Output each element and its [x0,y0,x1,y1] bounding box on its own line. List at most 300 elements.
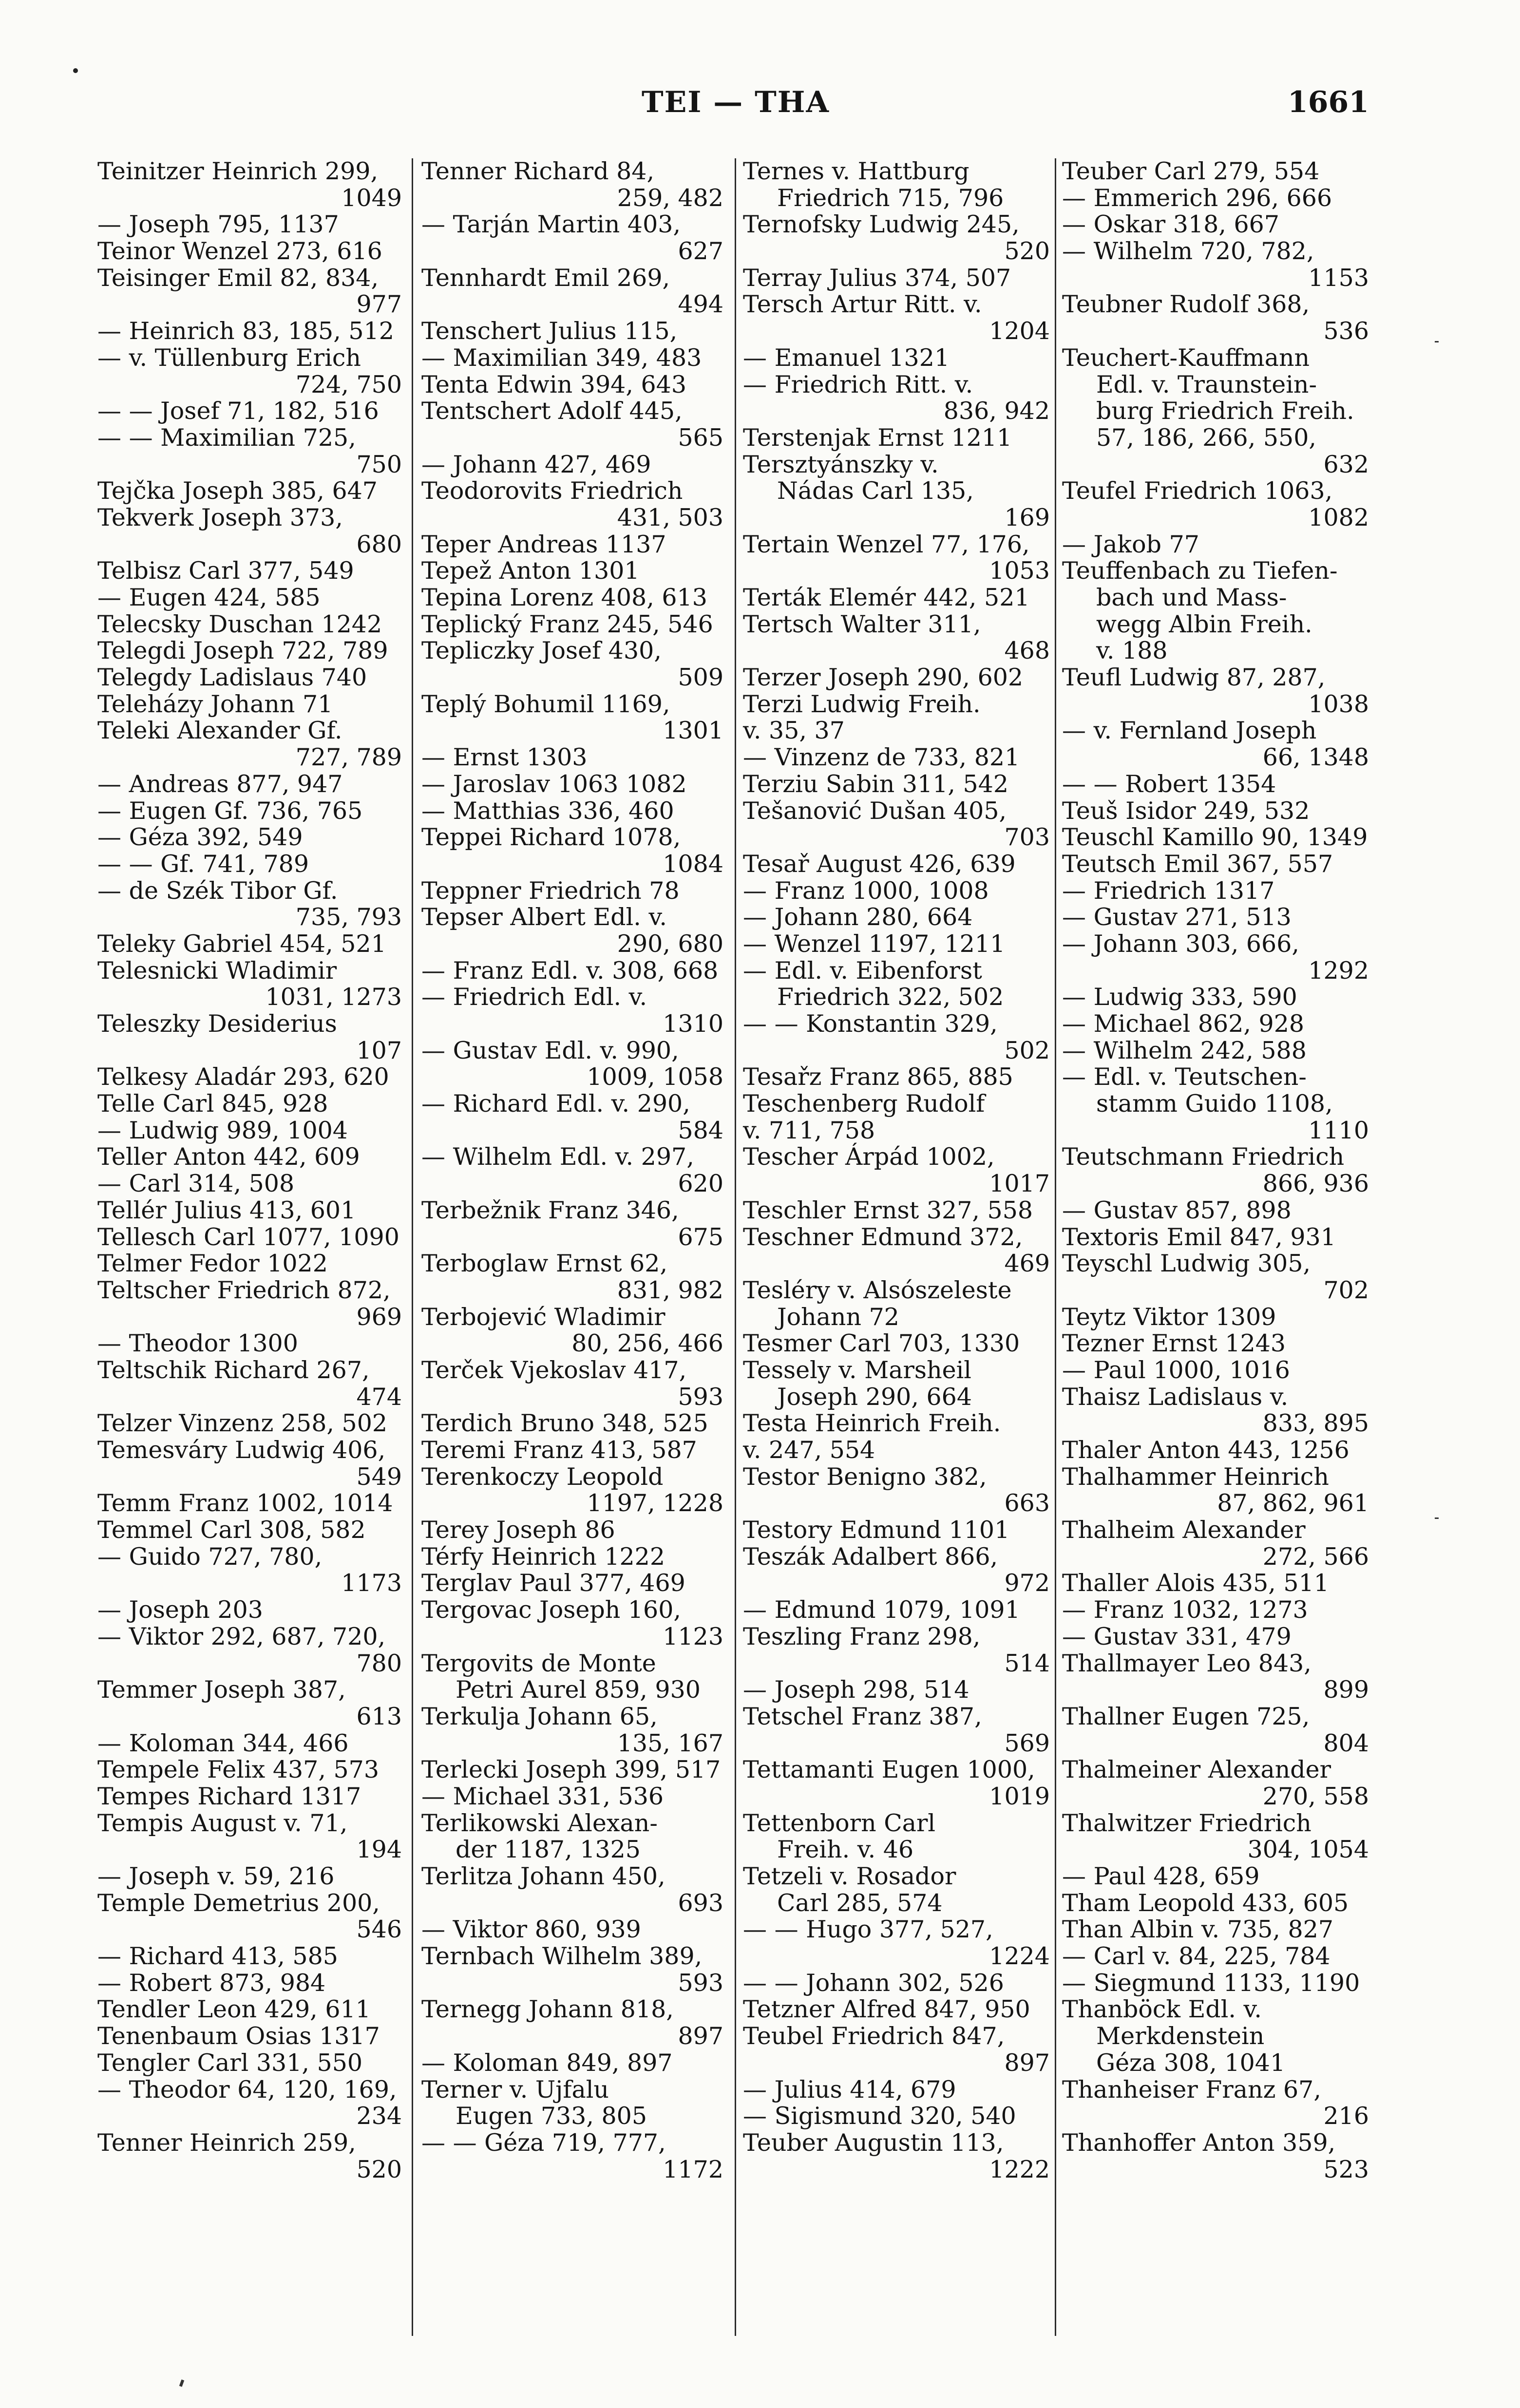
column-rule [1055,158,1056,2336]
index-entry: 304, 1054 [1247,1836,1369,1864]
index-entry: Teleky Gabriel 454, 521 [97,929,386,958]
index-entry: Teppei Richard 1078, [421,823,681,852]
index-entry: 627 [678,237,723,265]
index-entry: — de Szék Tibor Gf. [97,876,338,905]
index-entry: — Matthias 336, 460 [421,796,674,825]
index-entry: 1082 [1308,503,1369,531]
index-entry: — Julius 414, 679 [743,2075,956,2104]
index-entry: v. 35, 37 [743,717,845,745]
index-entry: Teplý Bohumil 1169, [421,690,670,718]
index-column-1 [97,158,402,2183]
index-entry: Teytz Viktor 1309 [1062,1303,1276,1331]
index-entry: — Franz 1032, 1273 [1062,1596,1308,1624]
index-entry: — Joseph 298, 514 [743,1676,969,1704]
index-entry: Telbisz Carl 377, 549 [97,557,354,585]
index-entry: Tempes Richard 1317 [97,1782,361,1810]
index-entry: — Viktor 292, 687, 720, [97,1622,386,1650]
index-entry: Tenner Heinrich 259, [97,2128,356,2157]
index-entry: 107 [356,1036,402,1064]
index-entry: — Theodor 1300 [97,1329,298,1358]
index-entry: Teinor Wenzel 273, 616 [97,237,382,265]
index-entry: 80, 256, 466 [571,1329,723,1358]
index-entry: Telecsky Duschan 1242 [97,610,382,638]
index-entry: — Joseph v. 59, 216 [97,1862,335,1890]
index-entry: 569 [1004,1729,1050,1757]
index-entry: Ternofsky Ludwig 245, [743,210,1020,239]
index-entry: v. 711, 758 [743,1116,875,1144]
index-entry: Tellesch Carl 1077, 1090 [97,1223,399,1251]
index-entry: 675 [678,1223,723,1251]
index-entry: Telkesy Aladár 293, 620 [97,1063,389,1091]
index-entry: Than Albin v. 735, 827 [1062,1915,1334,1944]
index-entry: Testa Heinrich Freih. [743,1409,1001,1438]
index-entry: Terták Elemér 442, 521 [743,584,1030,611]
index-entry: Tersch Artur Ritt. v. [743,290,982,319]
index-entry: — Richard Edl. v. 290, [421,1090,690,1118]
index-entry: burg Friedrich Freih. [1096,397,1354,425]
index-entry: — Johann 280, 664 [743,903,973,931]
index-entry: Teyschl Ludwig 305, [1062,1250,1311,1278]
page-number: 1661 [1288,85,1369,119]
index-entry: — Wilhelm 720, 782, [1062,237,1314,265]
index-entry: — Franz Edl. v. 308, 668 [421,956,719,985]
index-entry: Tentschert Adolf 445, [421,397,683,425]
index-entry: stamm Guido 1108, [1096,1090,1333,1118]
index-entry: Teszling Franz 298, [743,1622,981,1650]
index-entry: Terbojević Wladimir [421,1303,665,1331]
index-entry: — Gustav 857, 898 [1062,1196,1292,1224]
index-entry: — Heinrich 83, 185, 512 [97,317,394,345]
index-entry: Terdich Bruno 348, 525 [421,1409,708,1438]
index-entry: Ternbach Wilhelm 389, [421,1942,703,1971]
index-entry: Teuschl Kamillo 90, 1349 [1062,823,1368,852]
index-entry: Teppner Friedrich 78 [421,876,680,905]
index-entry: Terstenjak Ernst 1211 [743,423,1012,452]
index-entry: Teuber Carl 279, 554 [1062,157,1320,185]
index-entry: Terček Vjekoslav 417, [421,1356,687,1384]
index-entry: — Maximilian 349, 483 [421,343,702,372]
index-entry: Teleki Alexander Gf. [97,717,342,745]
index-entry: — Siegmund 1133, 1190 [1062,1969,1360,1997]
index-entry: Teschenberg Rudolf [743,1090,985,1118]
index-entry: Thanböck Edl. v. [1062,1995,1262,2024]
index-entry: — Eugen Gf. 736, 765 [97,796,363,825]
index-entry: Tepina Lorenz 408, 613 [421,584,707,611]
index-entry: 1049 [341,184,402,212]
index-entry: 977 [356,290,402,319]
index-entry: — Géza 392, 549 [97,823,303,852]
index-entry: Thalheim Alexander [1062,1516,1306,1544]
index-entry: 87, 862, 961 [1217,1489,1369,1517]
index-entry: Freih. v. 46 [777,1836,914,1864]
index-entry: 272, 566 [1262,1542,1369,1571]
index-entry: Tetschel Franz 387, [743,1702,982,1730]
index-entry: — — Maximilian 725, [97,423,356,452]
index-entry: — Andreas 877, 947 [97,770,343,798]
index-entry: Tettenborn Carl [743,1809,936,1837]
index-entry: — Viktor 860, 939 [421,1915,641,1944]
index-entry: Temm Franz 1002, 1014 [97,1489,393,1517]
index-entry: 1197, 1228 [587,1489,723,1517]
index-entry: — — Robert 1354 [1062,770,1276,798]
index-entry: — v. Fernland Joseph [1062,717,1317,745]
index-entry: Tessely v. Marsheil [743,1356,971,1384]
index-entry: Teschler Ernst 327, 558 [743,1196,1033,1224]
index-entry: — Emmerich 296, 666 [1062,184,1332,212]
index-entry: — Eugen 424, 585 [97,584,321,611]
index-column-4 [1062,158,1369,2183]
index-entry: 549 [356,1462,402,1491]
index-entry: Ternes v. Hattburg [743,157,969,185]
index-entry: Teuffenbach zu Tiefen- [1062,557,1338,585]
index-entry: Teuš Isidor 249, 532 [1062,796,1310,825]
index-entry: Tezner Ernst 1243 [1062,1329,1286,1358]
index-entry: Teufl Ludwig 87, 287, [1062,664,1326,692]
index-entry: — Wilhelm Edl. v. 297, [421,1143,694,1171]
page-header [93,85,1379,124]
index-entry: Tesař August 426, 639 [743,850,1016,878]
index-entry: Térfy Heinrich 1222 [421,1542,665,1571]
index-entry: 1053 [989,557,1050,585]
index-entry: 1153 [1308,264,1369,292]
index-entry: Carl 285, 574 [777,1889,943,1917]
index-entry: Tescher Árpád 1002, [743,1143,995,1171]
index-entry: 1301 [663,717,723,745]
index-entry: 1123 [663,1622,723,1650]
index-entry: — Edl. v. Teutschen- [1062,1063,1307,1091]
index-entry: Teuchert-Kauffmann [1062,343,1310,372]
index-entry: — Franz 1000, 1008 [743,876,989,905]
index-entry: 1173 [341,1569,402,1597]
index-entry: 1009, 1058 [587,1063,723,1091]
index-entry: 969 [356,1303,402,1331]
index-entry: 1110 [1308,1116,1369,1144]
index-entry: Teleszky Desiderius [97,1010,337,1038]
index-entry: Textoris Emil 847, 931 [1062,1223,1336,1251]
index-entry: Terray Julius 374, 507 [743,264,1011,292]
print-speck [179,2379,184,2387]
index-entry: Tertsch Walter 311, [743,610,981,638]
index-entry: 216 [1323,2102,1369,2130]
index-entry: Teinitzer Heinrich 299, [97,157,379,185]
index-entry: — Tarján Martin 403, [421,210,681,239]
index-entry: — Wenzel 1197, 1211 [743,929,1006,958]
index-entry: 520 [356,2155,402,2183]
index-entry: Tengler Carl 331, 550 [97,2048,363,2077]
index-entry: Telmer Fedor 1022 [97,1250,328,1278]
index-entry: Thanhoffer Anton 359, [1062,2128,1336,2157]
index-entry: Géza 308, 1041 [1096,2048,1286,2077]
index-entry: 1310 [663,1010,723,1038]
index-entry: — Koloman 849, 897 [421,2048,673,2077]
index-entry: 57, 186, 266, 550, [1096,423,1316,452]
index-entry: v. 188 [1096,637,1168,665]
index-entry: Tešanović Dušan 405, [743,796,1007,825]
index-entry: Joseph 290, 664 [777,1383,972,1411]
index-entry: — Carl 314, 508 [97,1170,295,1198]
index-entry: 1172 [663,2155,723,2183]
index-entry: 474 [356,1383,402,1411]
index-entry: Teschner Edmund 372, [743,1223,1023,1251]
index-entry: Teper Andreas 1137 [421,530,666,558]
index-entry: Tenenbaum Osias 1317 [97,2022,380,2050]
index-entry: — Emanuel 1321 [743,343,950,372]
index-entry: Tenschert Julius 115, [421,317,678,345]
index-entry: 897 [678,2022,723,2050]
index-entry: — Johann 427, 469 [421,450,651,478]
index-entry: 1019 [989,1782,1050,1810]
index-entry: — Paul 1000, 1016 [1062,1356,1290,1384]
index-entry: Tenner Richard 84, [421,157,655,185]
index-entry: Teufel Friedrich 1063, [1062,477,1333,505]
index-entry: — Jaroslav 1063 1082 [421,770,687,798]
index-entry: 593 [678,1383,723,1411]
index-entry: Telegdi Joseph 722, 789 [97,637,388,665]
index-entry: Tesmer Carl 703, 1330 [743,1329,1020,1358]
index-entry: 663 [1004,1489,1050,1517]
index-entry: Ternegg Johann 818, [421,1995,674,2024]
print-speck [1435,1517,1439,1519]
index-entry: Telzer Vinzenz 258, 502 [97,1409,388,1438]
index-entry: Petri Aurel 859, 930 [456,1676,701,1704]
index-entry: Eugen 733, 805 [456,2102,647,2130]
index-entry: Tempis August v. 71, [97,1809,348,1837]
index-entry: — Edl. v. Eibenforst [743,956,982,985]
index-entry: — Gustav Edl. v. 990, [421,1036,679,1064]
index-entry: 536 [1323,317,1369,345]
index-entry: 780 [356,1649,402,1677]
index-entry: Teutschmann Friedrich [1062,1143,1345,1171]
index-entry: 546 [356,1915,402,1944]
index-entry: Teplický Franz 245, 546 [421,610,713,638]
index-entry: — Edmund 1079, 1091 [743,1596,1020,1624]
index-entry: 494 [678,290,723,319]
index-entry: 169 [1004,503,1050,531]
index-entry: 259, 482 [617,184,723,212]
index-entry: Nádas Carl 135, [777,477,974,505]
index-entry: Tepež Anton 1301 [421,557,640,585]
index-entry: Merkdenstein [1096,2022,1265,2050]
index-entry: 836, 942 [943,397,1050,425]
index-entry: — Gustav 271, 513 [1062,903,1292,931]
index-entry: Tennhardt Emil 269, [421,264,670,292]
index-entry: Friedrich 322, 502 [777,983,1004,1011]
index-entry: — Sigismund 320, 540 [743,2102,1016,2130]
index-entry: Telesnicki Wladimir [97,956,337,985]
index-entry: Teszák Adalbert 866, [743,1542,998,1571]
index-entry: Temmel Carl 308, 582 [97,1516,366,1544]
index-entry: 702 [1323,1276,1369,1304]
index-entry: 469 [1004,1250,1050,1278]
index-entry: Tepliczky Josef 430, [421,637,662,665]
index-entry: — Ludwig 989, 1004 [97,1116,348,1144]
print-speck [73,68,78,73]
index-entry: Teleházy Johann 71 [97,690,333,718]
index-entry: 468 [1004,637,1050,665]
index-entry: Teodorovits Friedrich [421,477,683,505]
index-entry: — Carl v. 84, 225, 784 [1062,1942,1330,1971]
index-entry: 514 [1004,1649,1050,1677]
index-entry: Terziu Sabin 311, 542 [743,770,1009,798]
index-entry: der 1187, 1325 [456,1836,641,1864]
index-entry: — Robert 873, 984 [97,1969,326,1997]
index-entry: 972 [1004,1569,1050,1597]
index-entry: Terner v. Ujfalu [421,2075,609,2104]
index-entry: 1038 [1308,690,1369,718]
index-entry: Teubel Friedrich 847, [743,2022,1005,2050]
index-entry: 693 [678,1889,723,1917]
index-entry: — — Gf. 741, 789 [97,850,309,878]
index-entry: Terglav Paul 377, 469 [421,1569,685,1597]
index-entry: — — Konstantin 329, [743,1010,998,1038]
index-entry: — Michael 331, 536 [421,1782,664,1810]
index-entry: Tetzeli v. Rosador [743,1862,956,1890]
index-entry: Thallner Eugen 725, [1062,1702,1310,1730]
index-entry: Terenkoczy Leopold [421,1462,664,1491]
index-entry: — Richard 413, 585 [97,1942,338,1971]
index-entry: Tetzner Alfred 847, 950 [743,1995,1030,2024]
index-entry: — Ludwig 333, 590 [1062,983,1297,1011]
index-entry: Tejčka Joseph 385, 647 [97,477,378,505]
page-title: TEI — THA [641,85,830,119]
index-entry: 523 [1323,2155,1369,2183]
index-entry: — Ernst 1303 [421,743,588,772]
index-entry: 1084 [663,850,723,878]
index-entry: 431, 503 [617,503,723,531]
index-entry: Tekverk Joseph 373, [97,503,343,531]
index-entry: Terlecki Joseph 399, 517 [421,1756,721,1784]
index-entry: Telegdy Ladislaus 740 [97,664,367,692]
index-entry: — Wilhelm 242, 588 [1062,1036,1307,1064]
index-entry: 135, 167 [617,1729,723,1757]
index-entry: Terlikowski Alexan- [421,1809,658,1837]
index-entry: 1031, 1273 [265,983,402,1011]
index-entry: Edl. v. Traunstein- [1096,370,1317,398]
index-entry: Terlitza Johann 450, [421,1862,665,1890]
index-entry: Temple Demetrius 200, [97,1889,380,1917]
index-entry: Teremi Franz 413, 587 [421,1436,697,1464]
index-entry: Testory Edmund 1101 [743,1516,1010,1544]
index-entry: Thaller Alois 435, 511 [1062,1569,1329,1597]
index-entry: 502 [1004,1036,1050,1064]
index-entry: Tergovac Joseph 160, [421,1596,681,1624]
index-entry: 565 [678,423,723,452]
index-entry: 270, 558 [1262,1782,1369,1810]
index-entry: — Friedrich Edl. v. [421,983,647,1011]
index-entry: 234 [356,2102,402,2130]
column-rule [735,158,736,2336]
index-entry: Temesváry Ludwig 406, [97,1436,386,1464]
index-entry: — Koloman 344, 466 [97,1729,349,1757]
index-entry: Teubner Rudolf 368, [1062,290,1310,319]
index-entry: 735, 793 [295,903,402,931]
index-entry: Terzer Joseph 290, 602 [743,664,1024,692]
index-entry: 899 [1323,1676,1369,1704]
index-entry: 750 [356,450,402,478]
index-entry: 1222 [989,2155,1050,2183]
index-entry: 724, 750 [295,370,402,398]
index-entry: — Paul 428, 659 [1062,1862,1260,1890]
index-entry: — Jakob 77 [1062,530,1199,558]
print-speck [1435,341,1439,342]
index-entry: Thallmayer Leo 843, [1062,1649,1311,1677]
index-entry: — v. Tüllenburg Erich [97,343,361,372]
index-entry: — Johann 303, 666, [1062,929,1299,958]
index-column-2 [421,158,723,2183]
index-entry: — Friedrich Ritt. v. [743,370,973,398]
index-entry: Tergovits de Monte [421,1649,656,1677]
index-entry: Tenta Edwin 394, 643 [421,370,687,398]
index-entry: Temmer Joseph 387, [97,1676,346,1704]
index-entry: 703 [1004,823,1050,852]
index-entry: — — Josef 71, 182, 516 [97,397,379,425]
index-entry: Terey Joseph 86 [421,1516,615,1544]
index-entry: — Gustav 331, 479 [1062,1622,1292,1650]
index-entry: Tendler Leon 429, 611 [97,1995,371,2024]
index-entry: Tempele Felix 437, 573 [97,1756,380,1784]
index-entry: Tersztyánszky v. [743,450,939,478]
index-entry: — Oskar 318, 667 [1062,210,1280,239]
index-entry: Terkulja Johann 65, [421,1702,658,1730]
index-entry: — — Hugo 377, 527, [743,1915,993,1944]
index-entry: — Guido 727, 780, [97,1542,323,1571]
index-entry: Teutsch Emil 367, 557 [1062,850,1333,878]
index-entry: Tham Leopold 433, 605 [1062,1889,1349,1917]
index-entry: Testor Benigno 382, [743,1462,987,1491]
index-entry: — Vinzenz de 733, 821 [743,743,1020,772]
index-entry: 509 [678,664,723,692]
index-entry: 593 [678,1969,723,1997]
index-entry: Terboglaw Ernst 62, [421,1250,668,1278]
index-column-3 [743,158,1050,2183]
index-entry: wegg Albin Freih. [1096,610,1312,638]
index-entry: Teuber Augustin 113, [743,2128,1004,2157]
index-entry: Thalwitzer Friedrich [1062,1809,1311,1837]
index-entry: 66, 1348 [1262,743,1369,772]
index-entry: 866, 936 [1262,1170,1369,1198]
index-entry: Tesařz Franz 865, 885 [743,1063,1013,1091]
index-entry: 613 [356,1702,402,1730]
index-entry: — Michael 862, 928 [1062,1010,1305,1038]
index-entry: Terzi Ludwig Freih. [743,690,981,718]
index-entry: 680 [356,530,402,558]
index-entry: Teisinger Emil 82, 834, [97,264,379,292]
index-entry: Friedrich 715, 796 [777,184,1004,212]
index-entry: 290, 680 [617,929,723,958]
column-rule [412,158,413,2336]
index-entry: 1224 [989,1942,1050,1971]
index-entry: Tesléry v. Alsószeleste [743,1276,1012,1304]
index-entry: 833, 895 [1262,1409,1369,1438]
index-entry: 194 [356,1836,402,1864]
index-entry: — Joseph 203 [97,1596,263,1624]
index-entry: Thaisz Ladislaus v. [1062,1383,1289,1411]
index-entry: — Joseph 795, 1137 [97,210,339,239]
index-entry: 727, 789 [295,743,402,772]
index-entry: Teltschik Richard 267, [97,1356,370,1384]
index-entry: Terbežnik Franz 346, [421,1196,679,1224]
index-entry: Johann 72 [777,1303,899,1331]
index-entry: Thalmeiner Alexander [1062,1756,1331,1784]
index-entry: 520 [1004,237,1050,265]
index-entry: 1204 [989,317,1050,345]
index-entry: 620 [678,1170,723,1198]
index-entry: Teller Anton 442, 609 [97,1143,360,1171]
index-entry: 1292 [1308,956,1369,985]
index-entry: — Friedrich 1317 [1062,876,1275,905]
index-entry: Tertain Wenzel 77, 176, [743,530,1030,558]
index-entry: 632 [1323,450,1369,478]
